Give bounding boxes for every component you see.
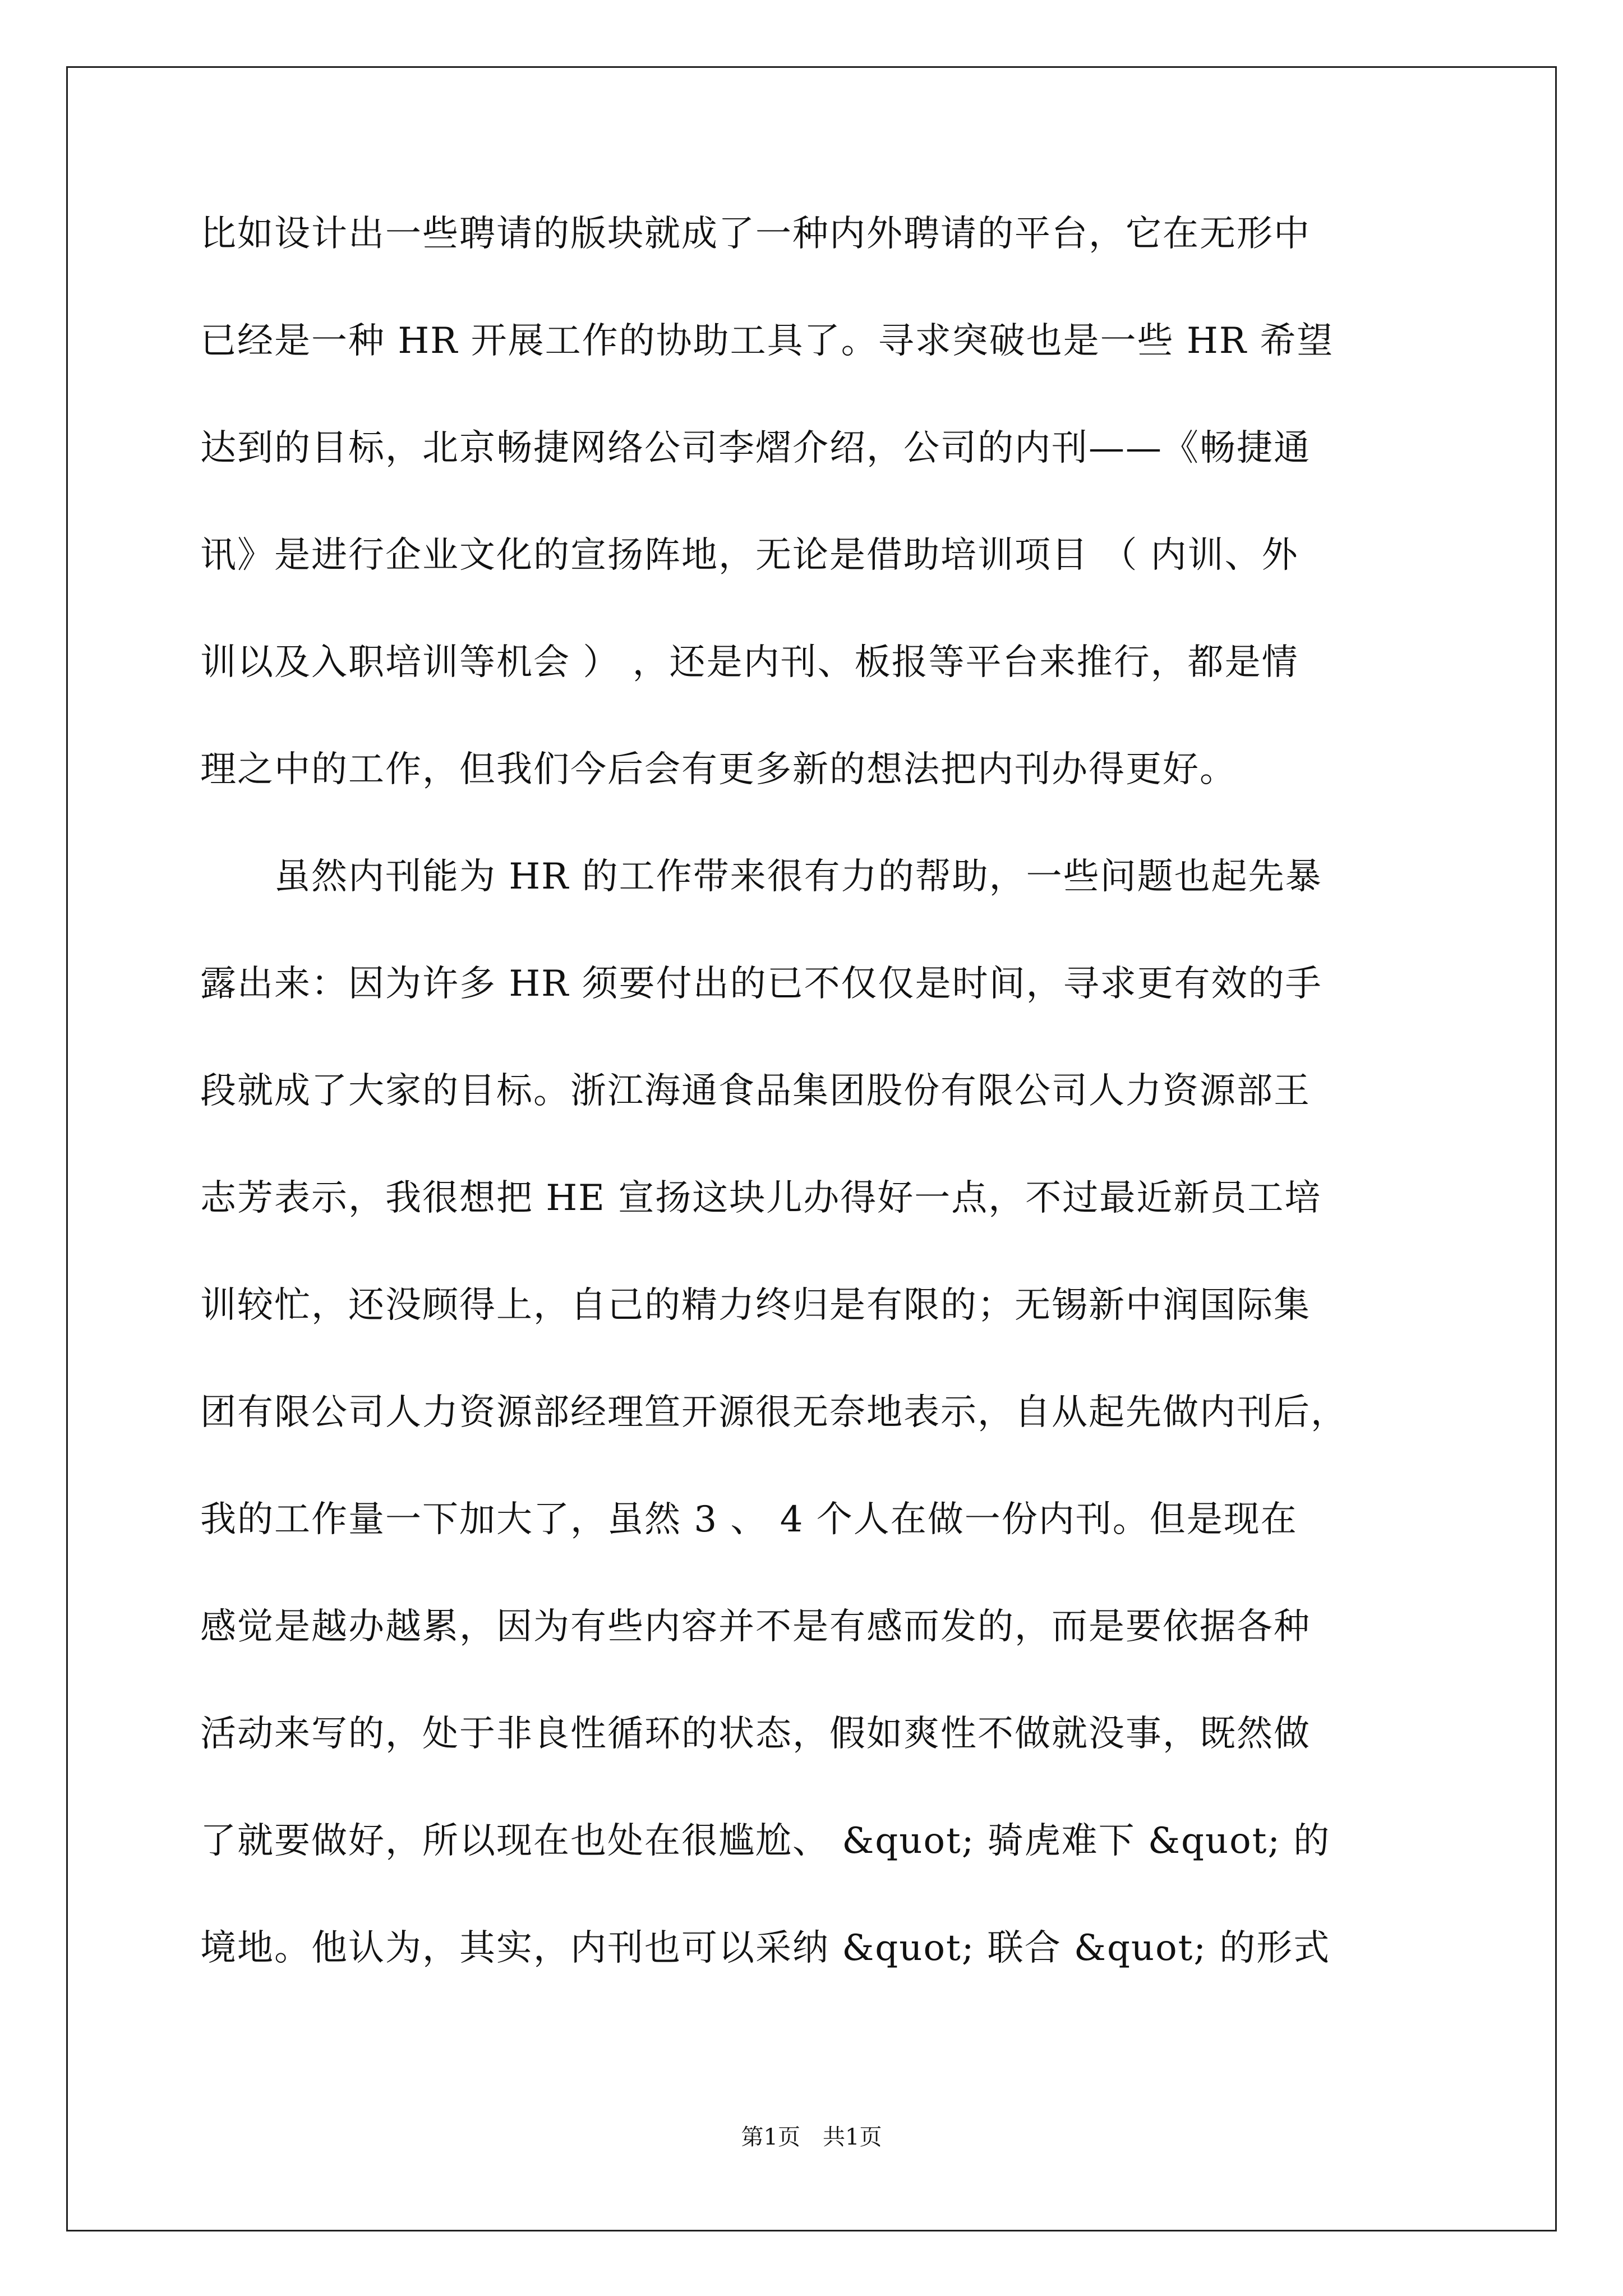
text-line: 理之中的工作，但我们今后会有更多新的想法把内刊办得更好。 xyxy=(200,749,1237,790)
text-line: 露出来：因为许多 HR 须要付出的已不仅仅是时间，寻求更有效的手 xyxy=(200,963,1322,1005)
text-line: 感觉是越办越累，因为有些内容并不是有感而发的，而是要依据各种 xyxy=(200,1606,1311,1648)
text-line: 训较忙，还没顾得上，自己的精力终归是有限的；无锡新中润国际集 xyxy=(200,1285,1311,1326)
text-line: 了就要做好，所以现在也处在很尴尬、 &quot; 骑虎难下 &quot; 的 xyxy=(200,1820,1331,1862)
text-line: 境地。他认为，其实，内刊也可以采纳 &quot; 联合 &quot; 的形式 xyxy=(200,1927,1331,1969)
text-line: 已经是一种 HR 开展工作的协助工具了。寻求突破也是一些 HR 希望 xyxy=(200,320,1334,362)
text-line: 活动来写的，处于非良性循环的状态，假如爽性不做就没事，既然做 xyxy=(200,1713,1311,1755)
text-line: 训以及入职培训等机会 ） ，还是内刊、板报等平台来推行，都是情 xyxy=(200,642,1299,683)
text-line: 讯》是进行企业文化的宣扬阵地，无论是借助培训项目 （ 内训、外 xyxy=(200,535,1299,576)
text-line: 比如设计出一些聘请的版块就成了一种内外聘请的平台，它在无形中 xyxy=(200,213,1311,255)
text-line: 志芳表示，我很想把 HE 宣扬这块儿办得好一点，不过最近新员工培 xyxy=(200,1177,1322,1219)
text-line: 团有限公司人力资源部经理笪开源很无奈地表示，自从起先做内刊后， xyxy=(200,1392,1348,1433)
text-line: 我的工作量一下加大了，虽然 3 、 4 个人在做一份内刊。但是现在 xyxy=(200,1499,1298,1540)
text-line: 段就成了大家的目标。浙江海通食品集团股份有限公司人力资源部王 xyxy=(200,1070,1311,1112)
text-line: 达到的目标，北京畅捷网络公司李熠介绍，公司的内刊——《畅捷通 xyxy=(200,427,1311,469)
page-footer: 第1页 共1页 xyxy=(741,2124,882,2150)
text-line: 虽然内刊能为 HR 的工作带来很有力的帮助，一些问题也起先暴 xyxy=(200,856,1322,898)
page-border xyxy=(66,66,1557,2231)
